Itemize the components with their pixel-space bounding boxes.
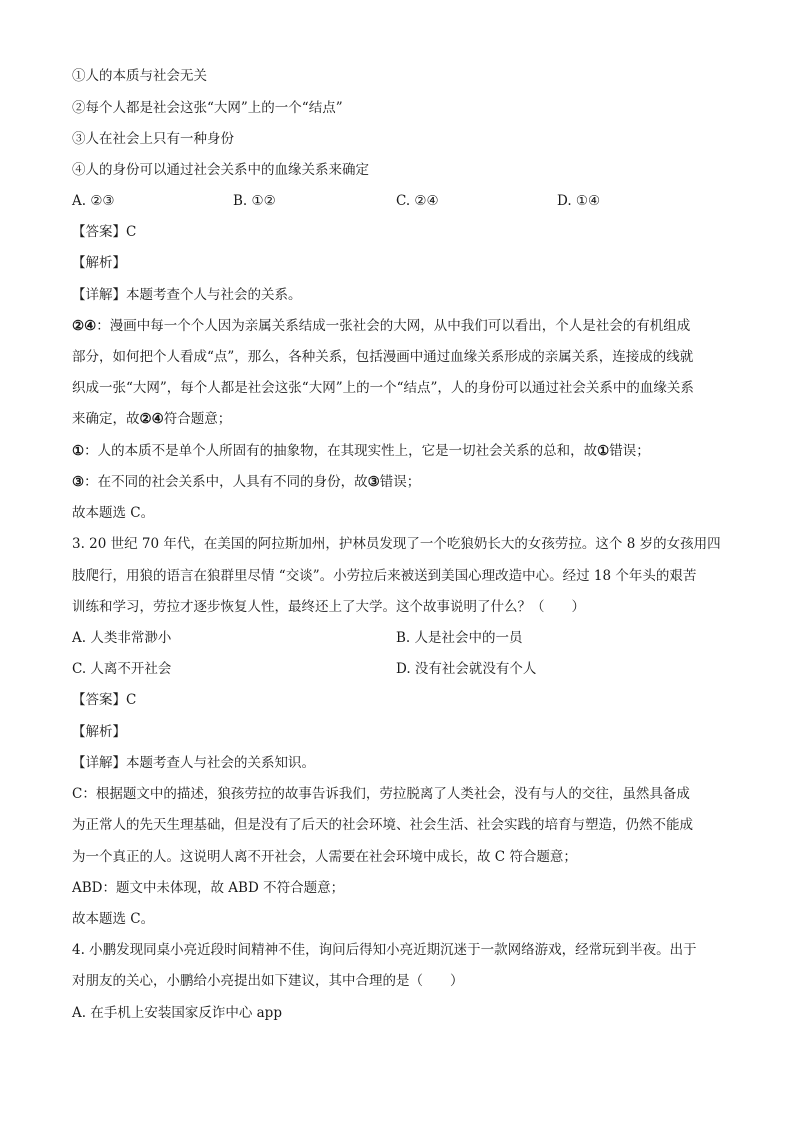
q4-stem-line1: 4. 小鹏发现同桌小亮近段时间精神不佳，询问后得知小亮近期沉迷于一款网络游戏，经常玩到半夜。出于 [72,942,697,958]
q3-para1-line1: C：根据题文中的描述，狼孩劳拉的故事告诉我们，劳拉脱离了人类社会，没有与人的交往，虽然具备成 [72,786,690,802]
q3-detail [72,753,732,773]
para-text: ：人的本质不是单个人所固有的抽象物，在其现实性上，它是一切社会关系的总和，故 [84,443,598,459]
q3-para2: ABD：题文中未体现，故 ABD 不符合题意； [72,880,345,896]
q3-para1-line2: 为正常人的先天生理基础，但是没有了后天的社会环境、社会生活、社会实践的培育与塑造，仍然不能成 [72,817,693,833]
q3-option-b: B. 人是社会中的一员 [396,630,523,646]
statement-1: ①人的本质与社会无关 [72,68,207,84]
para-label: ③ [72,474,85,490]
q3-option-a: A. 人类非常渺小 [72,630,172,646]
q2-para1-line4 [72,409,732,429]
detail-text: 本题考查人与社会的关系知识。 [126,755,315,771]
q2-para1-line2: 部分，如何把个人看成“点”，那么，各种关系，包括漫画中通过血缘关系形成的亲属关系，连接成的线就 [72,349,694,365]
q3-stem-line2: 肢爬行，用狼的语言在狼群里尽情 “交谈”。小劳拉后来被送到美国心理改造中心。经过 18 个年头的艰苦 [72,568,697,584]
q2-option-a: A. ②③ [72,193,115,209]
q3-para1-line3: 为一个真正的人。这说明人离不开社会，人需要在社会环境中成长，故 C 符合题意； [72,849,577,865]
q2-option-d: D. ①④ [557,193,601,209]
para-text: 符合题意； [163,411,232,427]
answer-value: C [126,692,137,708]
statement-4: ④人的身份可以通过社会关系中的血缘关系来确定 [72,162,369,178]
q3-option-d: D. 没有社会就没有个人 [396,661,537,677]
q2-para2 [72,441,732,461]
para-text: ：漫画中每一个个人因为亲属关系结成一张社会的大网，从中我们可以看出，个人是社会的有机组成 [96,318,691,334]
q2-para1-line1 [72,316,732,336]
q2-para1-line3: 织成一张“大网”，每个人都是社会这张“大网”上的一个“结点”，人的身份可以通过社会关系中的血缘关系 [72,380,694,396]
para-label: ① [72,443,85,459]
q3-conclusion: 故本题选 C。 [72,911,155,927]
q3-answer [72,690,732,710]
q2-conclusion: 故本题选 C。 [72,505,155,521]
statement-2: ②每个人都是社会这张“大网”上的一个“结点” [72,100,343,116]
para-text: 错误； [379,474,421,490]
para-text: ：在不同的社会关系中，人具有不同的身份，故 [84,474,368,490]
q2-option-c: C. ②④ [396,193,439,209]
para-text: 错误； [609,443,650,459]
q2-detail [72,285,732,305]
q3-stem-line3: 训练和学习，劳拉才逐步恢复人性，最终还上了大学。这个故事说明了什么？（ ） [72,599,585,615]
para-label: ②④ [139,411,164,427]
q3-analysis-label: 【解析】 [72,724,126,740]
answer-value: C [126,224,137,240]
detail-label: 【详解】 [72,287,126,303]
q2-answer [72,222,732,242]
detail-label: 【详解】 [72,755,126,771]
q3-option-c: C. 人离不开社会 [72,661,172,677]
q2-analysis-label: 【解析】 [72,255,126,271]
answer-label: 【答案】 [72,692,126,708]
para-label: ②④ [72,318,97,334]
q4-option-a: A. 在手机上安装国家反诈中心 app [72,1005,282,1021]
para-label: ① [597,443,610,459]
para-label: ③ [367,474,380,490]
q2-option-b: B. ①② [233,193,276,209]
statement-3: ③人在社会上只有一种身份 [72,131,234,147]
q2-para3 [72,472,732,492]
para-text: 来确定，故 [72,411,140,427]
q4-stem-line2: 对朋友的关心，小鹏给小亮提出如下建议，其中合理的是（ ） [72,973,464,989]
detail-text: 本题考查个人与社会的关系。 [126,287,302,303]
answer-label: 【答案】 [72,224,126,240]
q3-stem-line1: 3. 20 世纪 70 年代，在美国的阿拉斯加州，护林员发现了一个吃狼奶长大的女孩劳拉。这个 8 岁的女孩用四 [72,536,721,552]
